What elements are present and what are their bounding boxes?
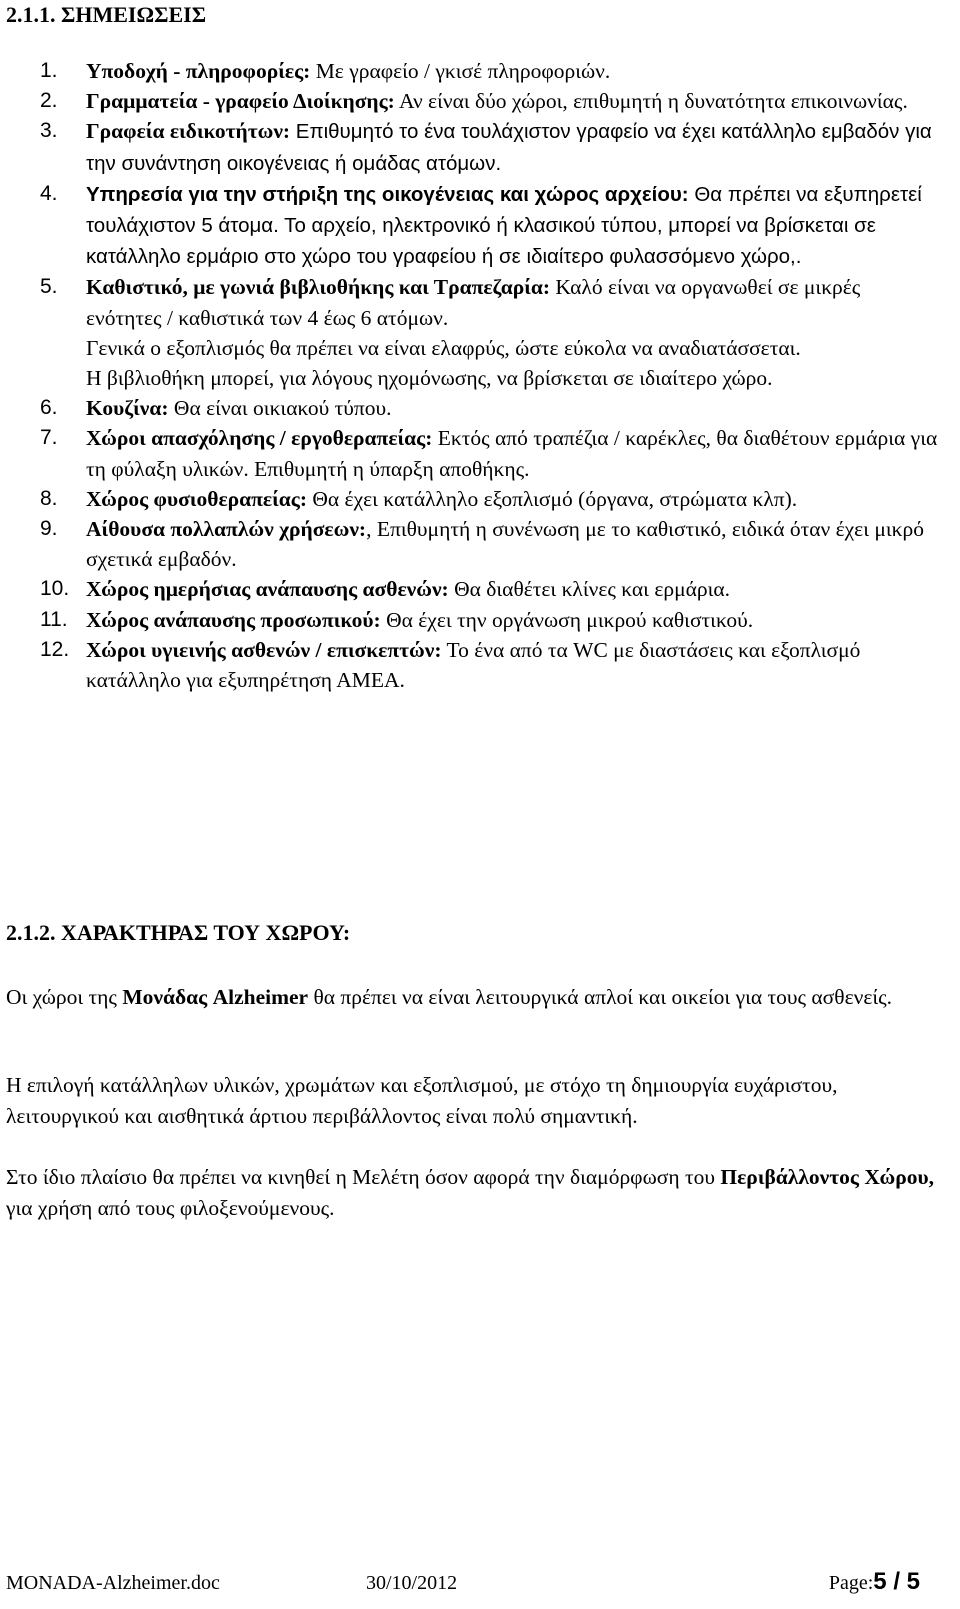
note-item [40,393,940,423]
note-text: Θα πρέπει να εξυπηρετεί τουλάχιστον 5 άτομα. Το αρχείο, ηλεκτρονικό ή κλασικού τύπου, μπορεί να βρίσκεται σε κατάλληλο ερμάριο στο χώρο του γραφείου ή σε ιδιαίτερο φυλασσόμενο χώρο,. [86,182,922,269]
character-paragraph-2: Η επιλογή κατάλληλων υλικών, χρωμάτων και εξοπλισμού, με στόχο τη δημιουργία ευχάριστου, λειτουργικού και αισθητικά άρτιου περιβάλλοντος είναι πολύ σημαντική. [6,1073,838,1128]
note-label: Υποδοχή - πληροφορίες: [86,59,311,83]
note-number: 3. [40,119,58,143]
notes-list [40,56,940,695]
note-item [40,514,940,574]
character-paragraph-1: Οι χώροι της Μονάδας Alzheimer θα πρέπει να είναι λειτουργικά απλοί και οικείοι για τους ασθενείς. [6,985,893,1009]
note-label: Χώροι υγιεινής ασθενών / επισκεπτών: [86,637,442,662]
note-item [40,635,940,695]
note-text: Θα έχει την οργάνωση μικρού καθιστικού. [380,607,754,632]
note-extra-text: Γενικά ο εξοπλισμός θα πρέπει να είναι ελαφρύς, ώστε εύκολα να αναδιατάσσεται. [86,335,801,360]
page-footer [6,1568,920,1600]
unit-name: Μονάδας Alzheimer [122,985,309,1009]
note-item [40,574,940,604]
note-item [40,605,940,635]
note-number: 4. [40,181,58,205]
note-text: Επιθυμητό το ένα τουλάχιστον γραφείο να έχει κατάλληλο εμβαδόν για την συνάντηση οικογένειας ή ομάδας ατόμων. [86,120,932,175]
note-item [40,179,940,273]
note-item [40,56,940,86]
note-label: Αίθουσα πολλαπλών χρήσεων: [86,517,367,542]
note-number: 12. [40,637,70,661]
note-number: 5. [40,275,58,299]
note-item [40,116,940,178]
note-number: 10. [40,577,70,601]
note-extra-text: Η βιβλιοθήκη μπορεί, για λόγους ηχομόνωσης, να βρίσκεται σε ιδιαίτερο χώρο. [86,366,773,391]
note-number: 11. [40,607,68,631]
note-label: Καθιστικό, με γωνιά βιβλιοθήκης και Τραπεζαρία: [86,275,551,300]
note-item [40,423,940,483]
note-label: Κουζίνα: [86,396,169,421]
note-label: Χώρος φυσιοθεραπείας: [86,486,307,511]
note-text: Με γραφείο / γκισέ πληροφοριών. [310,59,611,83]
footer-date: 30/10/2012 [366,1572,458,1594]
note-item [40,86,940,116]
notes-heading: 2.1.1. ΣΗΜΕΙΩΣΕΙΣ [6,2,207,27]
note-text: , Επιθυμητή η συνένωση με το καθιστικό, ειδικά όταν έχει μικρό σχετικά εμβαδόν. [86,517,924,572]
note-text: Θα είναι οικιακού τύπου. [168,396,392,421]
note-text: Εκτός από τραπέζια / καρέκλες, θα διαθέτουν ερμάρια για τη φύλαξη υλικών. Επιθυμητή η ύπαρξη αποθήκης. [86,426,938,481]
note-number: 8. [40,486,58,510]
note-number: 7. [40,426,58,450]
note-label: Υπηρεσία για την στήριξη της οικογένειας και χώρος αρχείου: [86,182,689,206]
character-paragraph-3: Στο ίδιο πλαίσιο θα πρέπει να κινηθεί η Μελέτη όσον αφορά την διαμόρφωση του Περιβάλλοντος Χώρου, για χρήση από τους φιλοξενούμενους. [6,1165,934,1220]
footer-page-number: Page:5 / 5 [828,1568,920,1595]
footer-filename: MONADA-Alzheimer.doc [6,1572,220,1594]
note-number: 6. [40,396,58,420]
note-text: Το ένα από τα WC με διαστάσεις και εξοπλισμό κατάλληλο για εξυπηρέτηση ΑΜΕΑ. [86,637,861,693]
note-item [40,484,940,514]
note-number: 1. [40,59,58,82]
note-label: Χώρος ανάπαυσης προσωπικού: [86,607,381,632]
note-number: 2. [40,89,58,113]
note-label: Χώρος ημερήσιας ανάπαυσης ασθενών: [86,577,449,602]
note-text: Αν είναι δύο χώροι, επιθυμητή η δυνατότητα επικοινωνίας. [394,89,908,114]
note-label: Γραφεία ειδικοτήτων: [86,119,291,144]
environment-term: Περιβάλλοντος Χώρου, [720,1165,934,1189]
note-text: Θα έχει κατάλληλο εξοπλισμό (όργανα, στρώματα κλπ). [307,486,798,511]
character-heading: 2.1.2. ΧΑΡΑΚΤΗΡΑΣ ΤΟΥ ΧΩΡΟΥ: [6,920,351,945]
note-text: Θα διαθέτει κλίνες και ερμάρια. [448,577,731,602]
note-label: Χώροι απασχόλησης / εργοθεραπείας: [86,426,433,451]
note-label: Γραμματεία - γραφείο Διοίκησης: [86,89,395,114]
note-item [40,272,940,393]
note-text: Καλό είναι να οργανωθεί σε μικρές ενότητες / καθιστικά των 4 έως 6 ατόμων. [86,275,861,330]
note-number: 9. [40,517,58,541]
